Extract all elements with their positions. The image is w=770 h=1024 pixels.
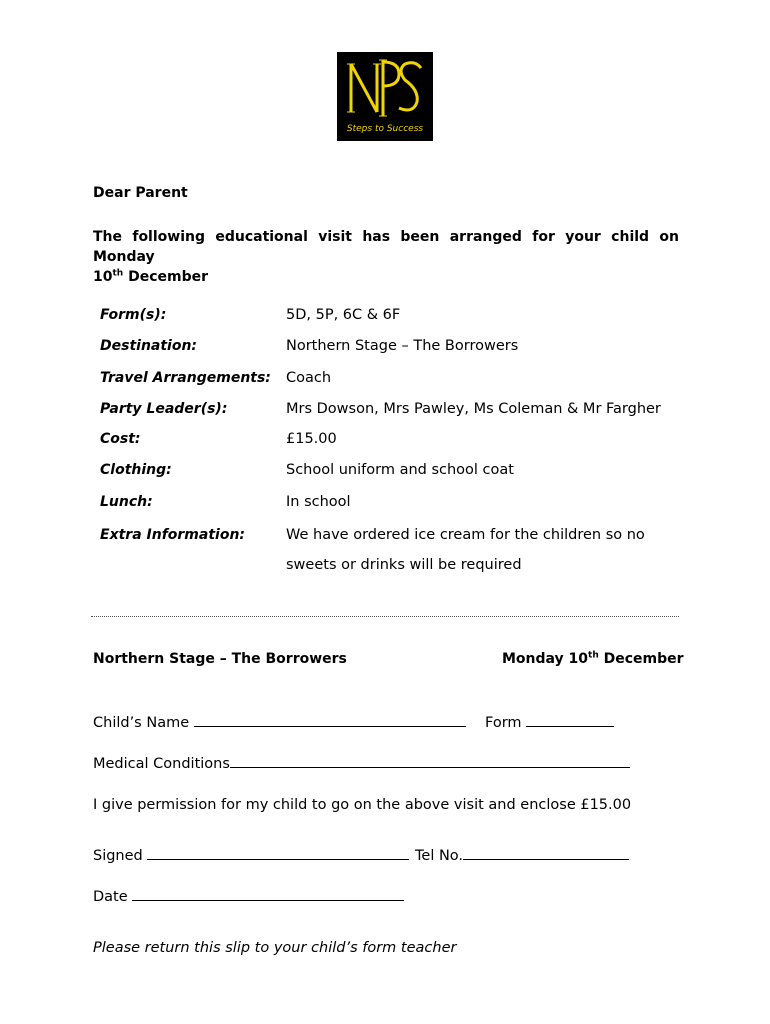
- detail-value-clothing: School uniform and school coat: [286, 462, 514, 478]
- intro-paragraph: [93, 227, 679, 287]
- medical-conditions-field: [93, 752, 630, 772]
- childs-name-input-line[interactable]: [194, 711, 466, 727]
- detail-label-party-leaders: Party Leader(s):: [100, 401, 228, 417]
- detail-value-travel: Coach: [286, 370, 332, 386]
- signature-input-line[interactable]: [147, 844, 409, 860]
- tel-label: Tel No.: [415, 848, 464, 864]
- detail-label-destination: Destination:: [100, 338, 198, 354]
- signed-label: Signed: [93, 848, 143, 864]
- detail-value-extra-info-line2: sweets or drinks will be required: [286, 557, 522, 573]
- detail-value-forms: 5D, 5P, 6C & 6F: [286, 307, 401, 323]
- detail-label-clothing: Clothing:: [100, 462, 172, 478]
- detail-value-lunch: In school: [286, 494, 351, 510]
- slip-date-suffix-sup: th: [588, 650, 599, 661]
- slip-title: Northern Stage – The Borrowers: [93, 651, 347, 667]
- childs-name-field: [93, 711, 466, 731]
- cut-line-divider: [91, 616, 679, 617]
- tel-field: [415, 844, 629, 864]
- greeting: Dear Parent: [93, 185, 188, 201]
- slip-date-suffix: December: [598, 651, 684, 667]
- intro-month: December: [128, 269, 208, 285]
- form-input-line[interactable]: [526, 711, 614, 727]
- medical-conditions-input-line[interactable]: [230, 752, 630, 768]
- detail-label-travel: Travel Arrangements:: [100, 370, 271, 386]
- childs-name-label: Child’s Name: [93, 715, 190, 731]
- detail-value-destination: Northern Stage – The Borrowers: [286, 338, 519, 354]
- slip-date: [502, 651, 684, 667]
- medical-conditions-label: Medical Conditions: [93, 756, 230, 772]
- detail-label-forms: Form(s):: [100, 307, 167, 323]
- detail-label-cost: Cost:: [100, 431, 141, 447]
- form-label: Form: [485, 715, 522, 731]
- logo-tagline: Steps to Success: [346, 124, 424, 134]
- date-label: Date: [93, 889, 128, 905]
- intro-line-1: The following educational visit has been arranged for your child on Monday: [93, 229, 679, 265]
- detail-value-cost: £15.00: [286, 431, 337, 447]
- signed-field: [93, 844, 409, 864]
- form-field: [485, 711, 614, 731]
- slip-date-prefix: Monday 10: [502, 651, 589, 667]
- school-logo: [337, 52, 433, 141]
- tel-input-line[interactable]: [463, 844, 629, 860]
- intro-day-suffix: th: [112, 268, 124, 279]
- intro-day: 10: [93, 269, 113, 285]
- date-input-line[interactable]: [132, 885, 404, 901]
- detail-value-extra-info: We have ordered ice cream for the children so no: [286, 527, 645, 543]
- date-field: [93, 885, 404, 905]
- detail-label-extra-info: Extra Information:: [100, 527, 246, 543]
- detail-label-lunch: Lunch:: [100, 494, 153, 510]
- detail-value-party-leaders: Mrs Dowson, Mrs Pawley, Ms Coleman & Mr Fargher: [286, 401, 661, 417]
- return-note: Please return this slip to your child’s form teacher: [93, 940, 457, 956]
- permission-statement: I give permission for my child to go on the above visit and enclose £15.00: [93, 797, 632, 813]
